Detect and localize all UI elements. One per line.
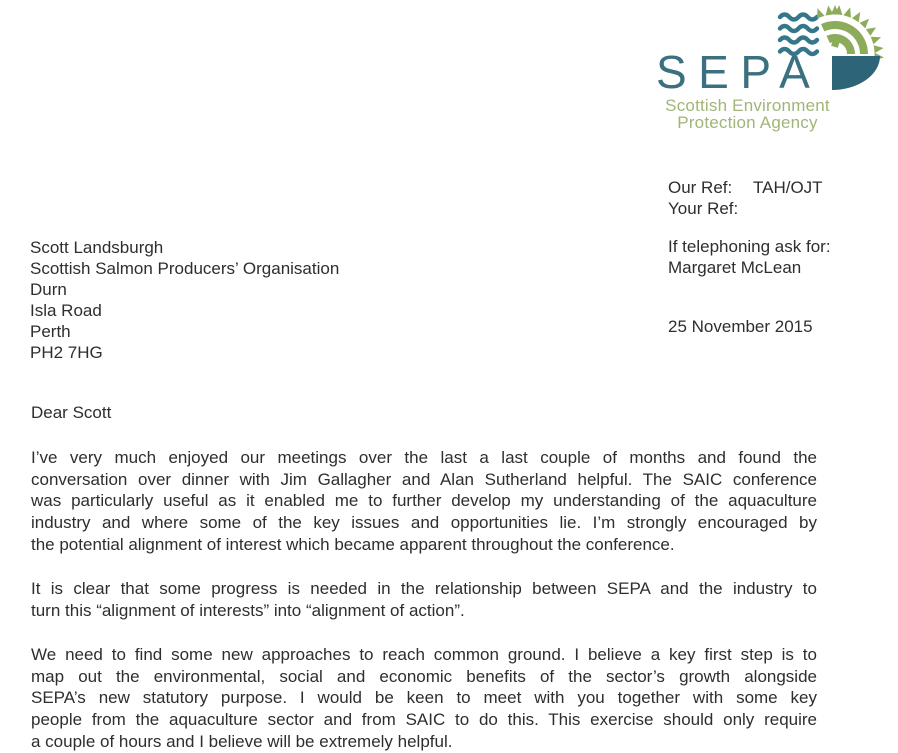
our-ref-row — [668, 178, 823, 199]
sepa-tagline-line1: Scottish Environment — [665, 96, 830, 115]
text-line: industry and where some of the key issues and opportunities lie. I’m strongly encouraged by — [31, 513, 817, 533]
text-line: conversation over dinner with Jim Gallagher and Alan Sutherland helpful. The SAIC conference — [31, 469, 817, 489]
radar-arcs-icon — [823, 25, 864, 54]
text-line: We need to find some new approaches to reach common ground. I believe a key first step is to — [31, 644, 817, 664]
our-ref-label: Our Ref: — [668, 178, 733, 197]
recipient-address — [30, 238, 339, 363]
text-line: the potential alignment of interest which became apparent throughout the conference. — [31, 534, 675, 554]
text-line: people from the aquaculture sector and from SAIC to do this. This exercise should only require — [31, 710, 817, 730]
sepa-letterhead-logo — [650, 2, 898, 135]
paragraph-1 — [31, 447, 817, 556]
text-line: was particularly useful as it enabled me to further develop my understanding of the aquaculture — [31, 491, 817, 511]
reference-block — [668, 178, 823, 219]
text-line: turn this “alignment of interests” into “alignment of action”. — [31, 600, 465, 620]
telephoning-label: If telephoning ask for: — [668, 237, 831, 256]
salutation: Dear Scott — [31, 403, 112, 422]
text-line: SEPA’s new statutory purpose. I would be keen to meet with you together with some key — [31, 688, 817, 708]
telephone-contact-block — [668, 237, 831, 278]
text-line: Scottish Salmon Producers’ Organisation — [30, 258, 340, 278]
text-line: PH2 7HG — [30, 342, 103, 362]
paragraph-2 — [31, 578, 817, 621]
text-line: Scott Landsburgh — [30, 238, 164, 257]
sepa-wordmark: SEPA — [656, 46, 822, 98]
text-line: I’ve very much enjoyed our meetings over the last a last couple of months and found the — [31, 448, 817, 467]
letter-body — [31, 447, 817, 753]
text-line: It is clear that some progress is needed in the relationship between SEPA and the industry to — [31, 579, 817, 599]
contact-name: Margaret McLean — [668, 257, 802, 277]
text-line: Perth — [30, 321, 71, 341]
your-ref-row — [668, 199, 823, 220]
our-ref-value: TAH/OJT — [753, 178, 823, 197]
text-line: a couple of hours and I believe will be extremely helpful. — [31, 731, 453, 751]
text-line: map out the environmental, social and economic benefits of the sector’s growth alongside — [31, 666, 817, 686]
paragraph-3 — [31, 644, 817, 753]
sepa-tagline-line2: Protection Agency — [677, 113, 818, 132]
quarter-disc-icon — [832, 56, 880, 90]
your-ref-label: Your Ref: — [668, 198, 739, 218]
sepa-tagline — [645, 97, 850, 131]
letter-date: 25 November 2015 — [668, 317, 813, 336]
text-line: Isla Road — [30, 300, 102, 320]
text-line: Durn — [30, 279, 67, 299]
